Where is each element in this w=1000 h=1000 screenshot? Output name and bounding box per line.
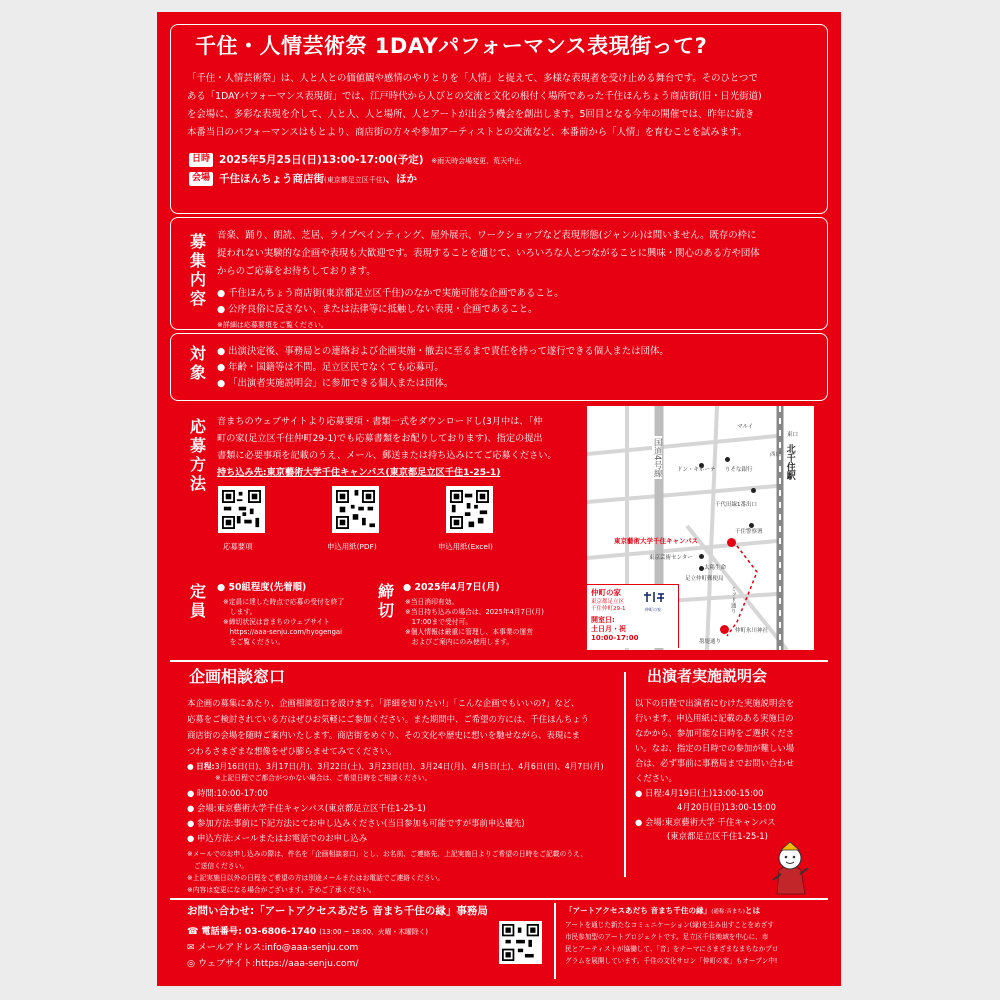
map-label-arts-center: 東京芸術センター bbox=[649, 555, 693, 561]
map-marker bbox=[751, 488, 756, 493]
capacity-note: https://aaa-senju.com/hyogengai bbox=[223, 628, 342, 636]
map-label-donki: ドン・キホーテ bbox=[677, 467, 716, 473]
nakacho-logo-icon bbox=[643, 591, 665, 607]
recruitment-text: からのご応募をお待ちしております。 bbox=[217, 266, 376, 277]
application-text: 書類に必要事項を記載のうえ、メール、郵送または持ち込みにてご応募ください。 bbox=[217, 450, 557, 461]
target-heading: 対象 bbox=[189, 344, 206, 382]
divider bbox=[170, 660, 828, 662]
intro-line: 本番当日のパフォーマンスはもとより、商店街の方々や参加アーティストとの交流など、本番前から「人情」を育むことを試みます。 bbox=[187, 127, 747, 138]
consultation-text: 本企画の募集にあたり、企画相談窓口を設けます。「詳細を知りたい!」「こんな企画でもいいの?」など、 bbox=[187, 698, 580, 708]
about-text: グラムを展開しています。千住の文化サロン「仲町の家」もオープン中! bbox=[565, 957, 778, 965]
map-marker-campus bbox=[727, 538, 736, 547]
briefing-heading: 出演者実施説明会 bbox=[647, 667, 768, 685]
contact-email[interactable]: ✉ メールアドレス:info@aaa-senju.com bbox=[187, 942, 359, 953]
globe-icon: ◎ bbox=[187, 958, 196, 969]
nakacho-address: 千住仲町29-1 bbox=[591, 606, 626, 612]
qr-code-form-pdf[interactable] bbox=[332, 486, 379, 533]
map-label-shrine: 仲町氷川神社 bbox=[735, 628, 769, 634]
consultation-text: つわるさまざまな想像をぜひ膨らませてみてください。 bbox=[187, 746, 397, 756]
consultation-time: ● 時間:10:00-17:00 bbox=[187, 788, 268, 798]
qr-label: 応募要項 bbox=[223, 542, 253, 551]
qr-label: 申込用紙(Excel) bbox=[438, 542, 493, 551]
application-heading: 応募方法 bbox=[189, 417, 206, 493]
consultation-dates-note: ※上記日程でご都合がつかない場合は、ご希望日時をご相談ください。 bbox=[215, 774, 432, 782]
open-days: 土日月・祝 bbox=[591, 625, 626, 633]
target-bullet: ● 「出演者実施説明会」に参加できる個人または団体。 bbox=[217, 378, 454, 389]
capacity-note: ※締切状況は音まちのウェブサイト bbox=[223, 618, 330, 626]
deadline-note: 17:00まで受付可。 bbox=[405, 618, 473, 626]
recruitment-heading: 募集内容 bbox=[189, 232, 206, 308]
deadline-heading: 締切 bbox=[377, 582, 394, 620]
map-label-west-exit: 西口 bbox=[770, 452, 782, 458]
deadline-note: ※個人情報は厳重に管理し、本事業の運営 bbox=[405, 628, 534, 636]
about-text: 民とアーティストが協働して、「音」をテーマにさまざまなまちなかプロ bbox=[565, 945, 779, 953]
about-title: 「アートアクセスあだち 音まち千住の縁」(通称:音まち)とは bbox=[565, 906, 761, 915]
map-label-campus: 東京藝術大学千住キャンパス bbox=[614, 537, 699, 545]
consultation-text: 応募をご検討されている方はぜひお気軽にご参加ください。また期間中、ご希望の方には、千住ほんちょう bbox=[187, 714, 589, 724]
date-note: ※雨天時会場変更、荒天中止 bbox=[431, 156, 522, 165]
map-marker bbox=[699, 554, 704, 559]
consultation-apply: ● 申込方法:メールまたはお電話でのお申し込み bbox=[187, 833, 368, 843]
qr-code-website[interactable] bbox=[499, 921, 542, 964]
target-bullet: ● 年齢・国籍等は不問。足立区民でなくても応募可。 bbox=[217, 362, 444, 373]
map-label-post-office: 足立仲町郵便局 bbox=[685, 576, 724, 582]
qr-code-guidelines[interactable] bbox=[218, 486, 265, 533]
consultation-note: ※上記実施日以外の日程をご希望の方は別途メールまたはお電話でご連絡ください。 bbox=[187, 874, 445, 882]
map-label-street: ミッド通り bbox=[729, 586, 736, 614]
application-text: 町の家(足立区千住仲町29-1)でも応募書類をお配りしております)、指定の提出 bbox=[217, 433, 543, 444]
briefing-text: 以下の日程で出演者にむけた実施説明会を bbox=[635, 698, 795, 708]
divider bbox=[170, 898, 828, 900]
capacity-heading: 定員 bbox=[189, 582, 206, 620]
briefing-text: 合は、必ず事前に事務局までお問い合わせ bbox=[635, 758, 795, 768]
about-text: 市民参加型のアートプロジェクトです。足立区千住地域を中心に、市 bbox=[565, 933, 769, 941]
consultation-note: ※内容は変更になる場合がございます。予めご了承ください。 bbox=[187, 886, 376, 894]
recruitment-text: 音楽、踊り、朗読、芝居、ライブペインティング、屋外展示、ワークショップなど表現形態(ジャンル)は問いません。既存の枠に bbox=[217, 230, 757, 241]
capacity-value: ● 50組程度(先着順) bbox=[217, 582, 307, 593]
map-label-marui: マルイ bbox=[737, 424, 754, 430]
map-label-bokutei: 墨堤通り bbox=[699, 639, 722, 645]
intro-line: を会場に、多彩な表現を介して、人と人、人と場所、人とアートが出会う機会を創出します。5回目となる今年の開催では、昨年に続き bbox=[187, 109, 755, 120]
contact-phone: ☎ 電話番号: 03-6806-1740 (13:00 ~ 18:00、火曜・木曜除く) bbox=[187, 926, 429, 937]
capacity-note: をご覧ください。 bbox=[223, 638, 285, 646]
map-marker-nakacho bbox=[720, 625, 729, 634]
briefing-date: 4月20日(日)13:00-15:00 bbox=[677, 802, 776, 812]
map-marker bbox=[749, 523, 754, 528]
date-tag: 日時 bbox=[189, 153, 213, 167]
map-label-kitasenju: 北千住駅 bbox=[784, 444, 795, 480]
map-label-route4: 国道4号線 bbox=[652, 438, 663, 478]
dropoff-address: 持ち込み先:東京藝術大学千住キャンパス(東京都足立区千住1-25-1) bbox=[217, 467, 501, 478]
capacity-note: します。 bbox=[223, 608, 257, 616]
map-label-taiyo: 太陽生命 bbox=[704, 565, 727, 571]
briefing-text: い。なお、指定の日時での参加が難しい場 bbox=[635, 743, 795, 753]
briefing-text: 行います。申込用紙に記載のある実施日の bbox=[635, 713, 794, 723]
application-text: 音まちのウェブサイトより応募要項・書類一式をダウンロードし(3月中は、「仲 bbox=[217, 416, 543, 427]
recruitment-bullet: ● 千住ほんちょう商店街(東京都足立区千住)のなかで実施可能な企画であること。 bbox=[217, 288, 564, 299]
flyer-title: 千住・人情芸術祭 1DAYパフォーマンス表現街って? bbox=[195, 34, 708, 58]
recruitment-bullet: ● 公序良俗に反さない、または法律等に抵触しない表現・企画であること。 bbox=[217, 304, 538, 315]
nakacho-infobox bbox=[587, 584, 679, 648]
intro-line: ある「1DAYパフォーマンス表現街」では、江戸時代から人びとの交流と文化の根付く場所であった千住ほんちょう商店街(旧・日光街道) bbox=[187, 91, 762, 102]
target-bullet: ● 出演決定後、事務局との連絡および企画実施・撤去に至るまで責任を持って遂行できる個人または団体。 bbox=[217, 346, 669, 357]
capacity-note: ※定員に達した時点で応募の受付を終了 bbox=[223, 598, 345, 606]
about-text: アートを通じた新たなコミュニケーション(縁)を生み出すことをめざす bbox=[565, 921, 774, 929]
intro-line: 「千住・人情芸術祭」は、人と人との価値観や感情のやりとりを「人情」と捉えて、多様な表現者を受け止める舞台です。そのひとつで bbox=[187, 73, 758, 84]
divider-vertical bbox=[624, 672, 626, 877]
consultation-text: 商店街の会場を随時ご案内いたします。商店街をめぐり、その文化や歴史に想いを馳せながら、表現にま bbox=[187, 730, 580, 740]
open-days-label: 開室日: bbox=[591, 616, 615, 624]
nakacho-address: 東京都足立区 bbox=[591, 599, 625, 605]
deadline-value: ● 2025年4月7日(月) bbox=[403, 582, 500, 593]
access-map[interactable] bbox=[587, 406, 814, 650]
map-label-east-exit: 東口 bbox=[787, 432, 799, 438]
venue-tag: 会場 bbox=[189, 172, 213, 186]
consultation-note: ご送信ください。 bbox=[187, 862, 249, 870]
consultation-method: ● 参加方法:事前に下記方法にてお申し込みください(当日参加も可能ですが事前申込優先) bbox=[187, 818, 525, 828]
briefing-text: ください。 bbox=[635, 773, 677, 783]
deadline-note: ※当日持ち込みの場合は、2025年4月7日(月) bbox=[405, 608, 544, 616]
deadline-note: およびご案内にのみ使用します。 bbox=[405, 638, 514, 646]
contact-heading: お問い合わせ:「アートアクセスあだち 音まち千住の縁」事務局 bbox=[187, 905, 488, 917]
map-marker bbox=[699, 566, 704, 571]
phone-icon: ☎ bbox=[187, 926, 199, 937]
consultation-place: ● 会場:東京藝術大学千住キャンパス(東京都足立区千住1-25-1) bbox=[187, 803, 426, 813]
consultation-note: ※メールでのお申し込みの際は、件名を「企画相談窓口」とし、お名前、ご連絡先、上記実施日よりご希望の日時をご記載のうえ、 bbox=[187, 850, 588, 858]
qr-label: 申込用紙(PDF) bbox=[327, 542, 377, 551]
map-label-police: 千住警察署 bbox=[735, 529, 763, 535]
contact-website[interactable]: ◎ ウェブサイト:https://aaa-senju.com/ bbox=[187, 958, 359, 969]
qr-code-form-excel[interactable] bbox=[446, 486, 493, 533]
map-label-exit1: 千代田線1番出口 bbox=[715, 502, 757, 508]
nakacho-title: 仲町の家 bbox=[591, 588, 621, 597]
recruitment-text: 捉われない実験的な企画や表現も大歓迎です。表現することを通じて、いろいろな人とつながることに興味・関心のある方や団体 bbox=[217, 248, 760, 259]
mail-icon: ✉ bbox=[187, 942, 195, 953]
consultation-dates: ● 日程:3月16日(日)、3月17日(月)、3月22日(土)、3月23日(日)、3月24日(月)、4月5日(土)、4月6日(日)、4月7日(月) bbox=[187, 762, 604, 771]
map-label-resona: りそな銀行 bbox=[725, 467, 753, 473]
mascot-illustration bbox=[769, 840, 811, 895]
recruitment-note: ※詳細は応募要項をご覧ください。 bbox=[217, 321, 328, 329]
briefing-place: (東京都足立区千住1-25-1) bbox=[667, 831, 768, 841]
event-venue: 会場 千住ほんちょう商店街(東京都足立区千住)、ほか bbox=[189, 172, 417, 186]
nakacho-logo-text: 仲町の家 bbox=[645, 607, 661, 612]
briefing-date: ● 日程:4月19日(土)13:00-15:00 bbox=[635, 788, 764, 798]
briefing-place: ● 会場:東京藝術大学 千住キャンパス bbox=[635, 817, 776, 827]
divider-vertical bbox=[554, 903, 556, 979]
event-date: 日時 2025年5月25日(日)13:00-17:00(予定) ※雨天時会場変更、荒天中止 bbox=[189, 153, 521, 167]
briefing-text: なかから、参加可能な日時をご選択くださ bbox=[635, 728, 795, 738]
open-hours: 10:00-17:00 bbox=[591, 634, 639, 642]
deadline-note: ※当日消印有効。 bbox=[405, 598, 459, 606]
flyer-page bbox=[157, 12, 841, 986]
map-marker bbox=[725, 457, 730, 462]
consultation-heading: 企画相談窓口 bbox=[189, 667, 286, 686]
